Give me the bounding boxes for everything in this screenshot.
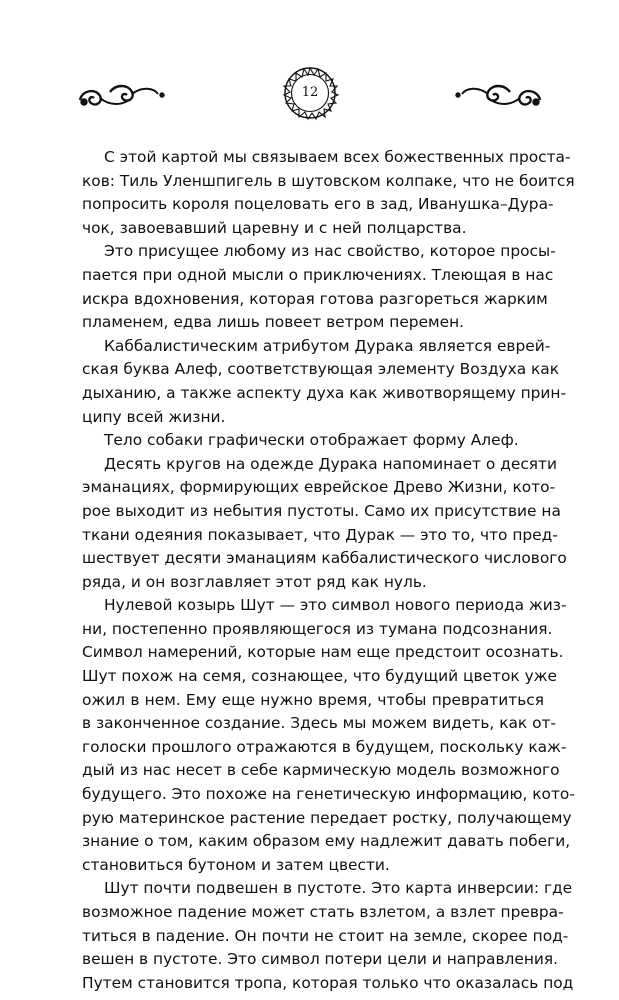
text-line: чок, завоевавший царевну и с ней полцарства. <box>82 218 467 237</box>
text-line: ожил в нем. Ему еще нужно время, чтобы превратиться <box>82 690 544 709</box>
text-line: пламенем, едва лишь повеет ветром перемен. <box>82 313 465 332</box>
text-line: дый из нас несет в себе кармическую модель возможного <box>82 761 560 780</box>
text-line: титься в падение. Он почти не стоит на земле, скорее под- <box>82 926 569 945</box>
text-line: ряда, и он возглавляет этот ряд как нуль. <box>82 572 427 591</box>
text-line: ципу всей жизни. <box>82 407 226 426</box>
text-line: ков: Тиль Уленшпигель в шутовском колпаке, что не боится <box>82 171 575 190</box>
text-line: Символ намерений, которые нам еще предстоит осознать. <box>82 643 564 662</box>
paragraph <box>82 240 556 334</box>
text-line: Это присущее любому из нас свойство, которое просы- <box>104 242 556 261</box>
text-line: будущего. Это похоже на генетическую информацию, кото- <box>82 785 575 804</box>
paragraph <box>82 594 575 877</box>
text-line: пается при одной мысли о приключениях. Тлеющая в нас <box>82 265 554 284</box>
page-number: 12 <box>301 85 319 100</box>
text-line: Путем становится тропа, которая только что оказалась под <box>82 973 574 992</box>
text-line: возможное падение может стать взлетом, а взлет превра- <box>82 903 564 921</box>
text-line: вешен в пустоте. Это символ потери цели и направления. <box>82 950 559 969</box>
paragraph <box>82 877 574 995</box>
paragraph <box>82 429 544 453</box>
text-line: Шут почти подвешен в пустоте. Это карта инверсии: где <box>104 879 573 898</box>
text-line: эманациях, формирующих еврейское Древо Жизни, кото- <box>82 478 556 497</box>
text-line: попросить короля поцеловать его в зад, Иванушка–Дура- <box>82 195 554 214</box>
text-line: становиться бутоном и затем цвести. <box>82 855 390 874</box>
body-text <box>82 146 575 995</box>
paragraph <box>82 335 567 429</box>
text-line: Нулевой козырь Шут — это символ нового периода жиз- <box>104 596 567 615</box>
text-line: голоски прошлого отражаются в будущем, поскольку каж- <box>82 737 567 756</box>
text-line: дыханию, а также аспекту духа как животворящему прин- <box>82 383 567 402</box>
text-line: знание о том, каким образом ему надлежит давать побеги, <box>82 832 571 851</box>
text-line: ская буква Алеф, соответствующая элементу Воздуха как <box>82 360 560 379</box>
text-line: шествует десяти эманациям каббалистического числового <box>82 549 567 568</box>
page-header <box>70 62 550 132</box>
text-line: рую материнское растение передает ростку, получающему <box>82 808 572 827</box>
text-line: искра вдохновения, которая готова разгореться жарким <box>82 289 548 308</box>
paragraph <box>82 453 567 595</box>
text-line: Шут похож на семя, сознающее, что будущий цветок уже <box>82 667 558 686</box>
text-line: С этой картой мы связываем всех божественных проста- <box>104 148 571 166</box>
text-line: в законченное создание. Здесь мы можем видеть, как от- <box>82 714 557 733</box>
paragraph <box>82 146 575 240</box>
text-line: ни, постепенно проявляющегося из тумана подсознания. <box>82 619 553 638</box>
text-line: рое выходит из небытия пустоты. Само их присутствие на <box>82 501 561 520</box>
text-line: Десять кругов на одежде Дурака напоминает о десяти <box>104 454 558 473</box>
text-line: Тело собаки графически отображает форму Алеф. <box>104 431 519 450</box>
text-line: ткани одеяния показывает, что Дурак — это то, что пред- <box>82 525 558 544</box>
text-line: Каббалистическим атрибутом Дурака является еврей- <box>104 336 551 355</box>
